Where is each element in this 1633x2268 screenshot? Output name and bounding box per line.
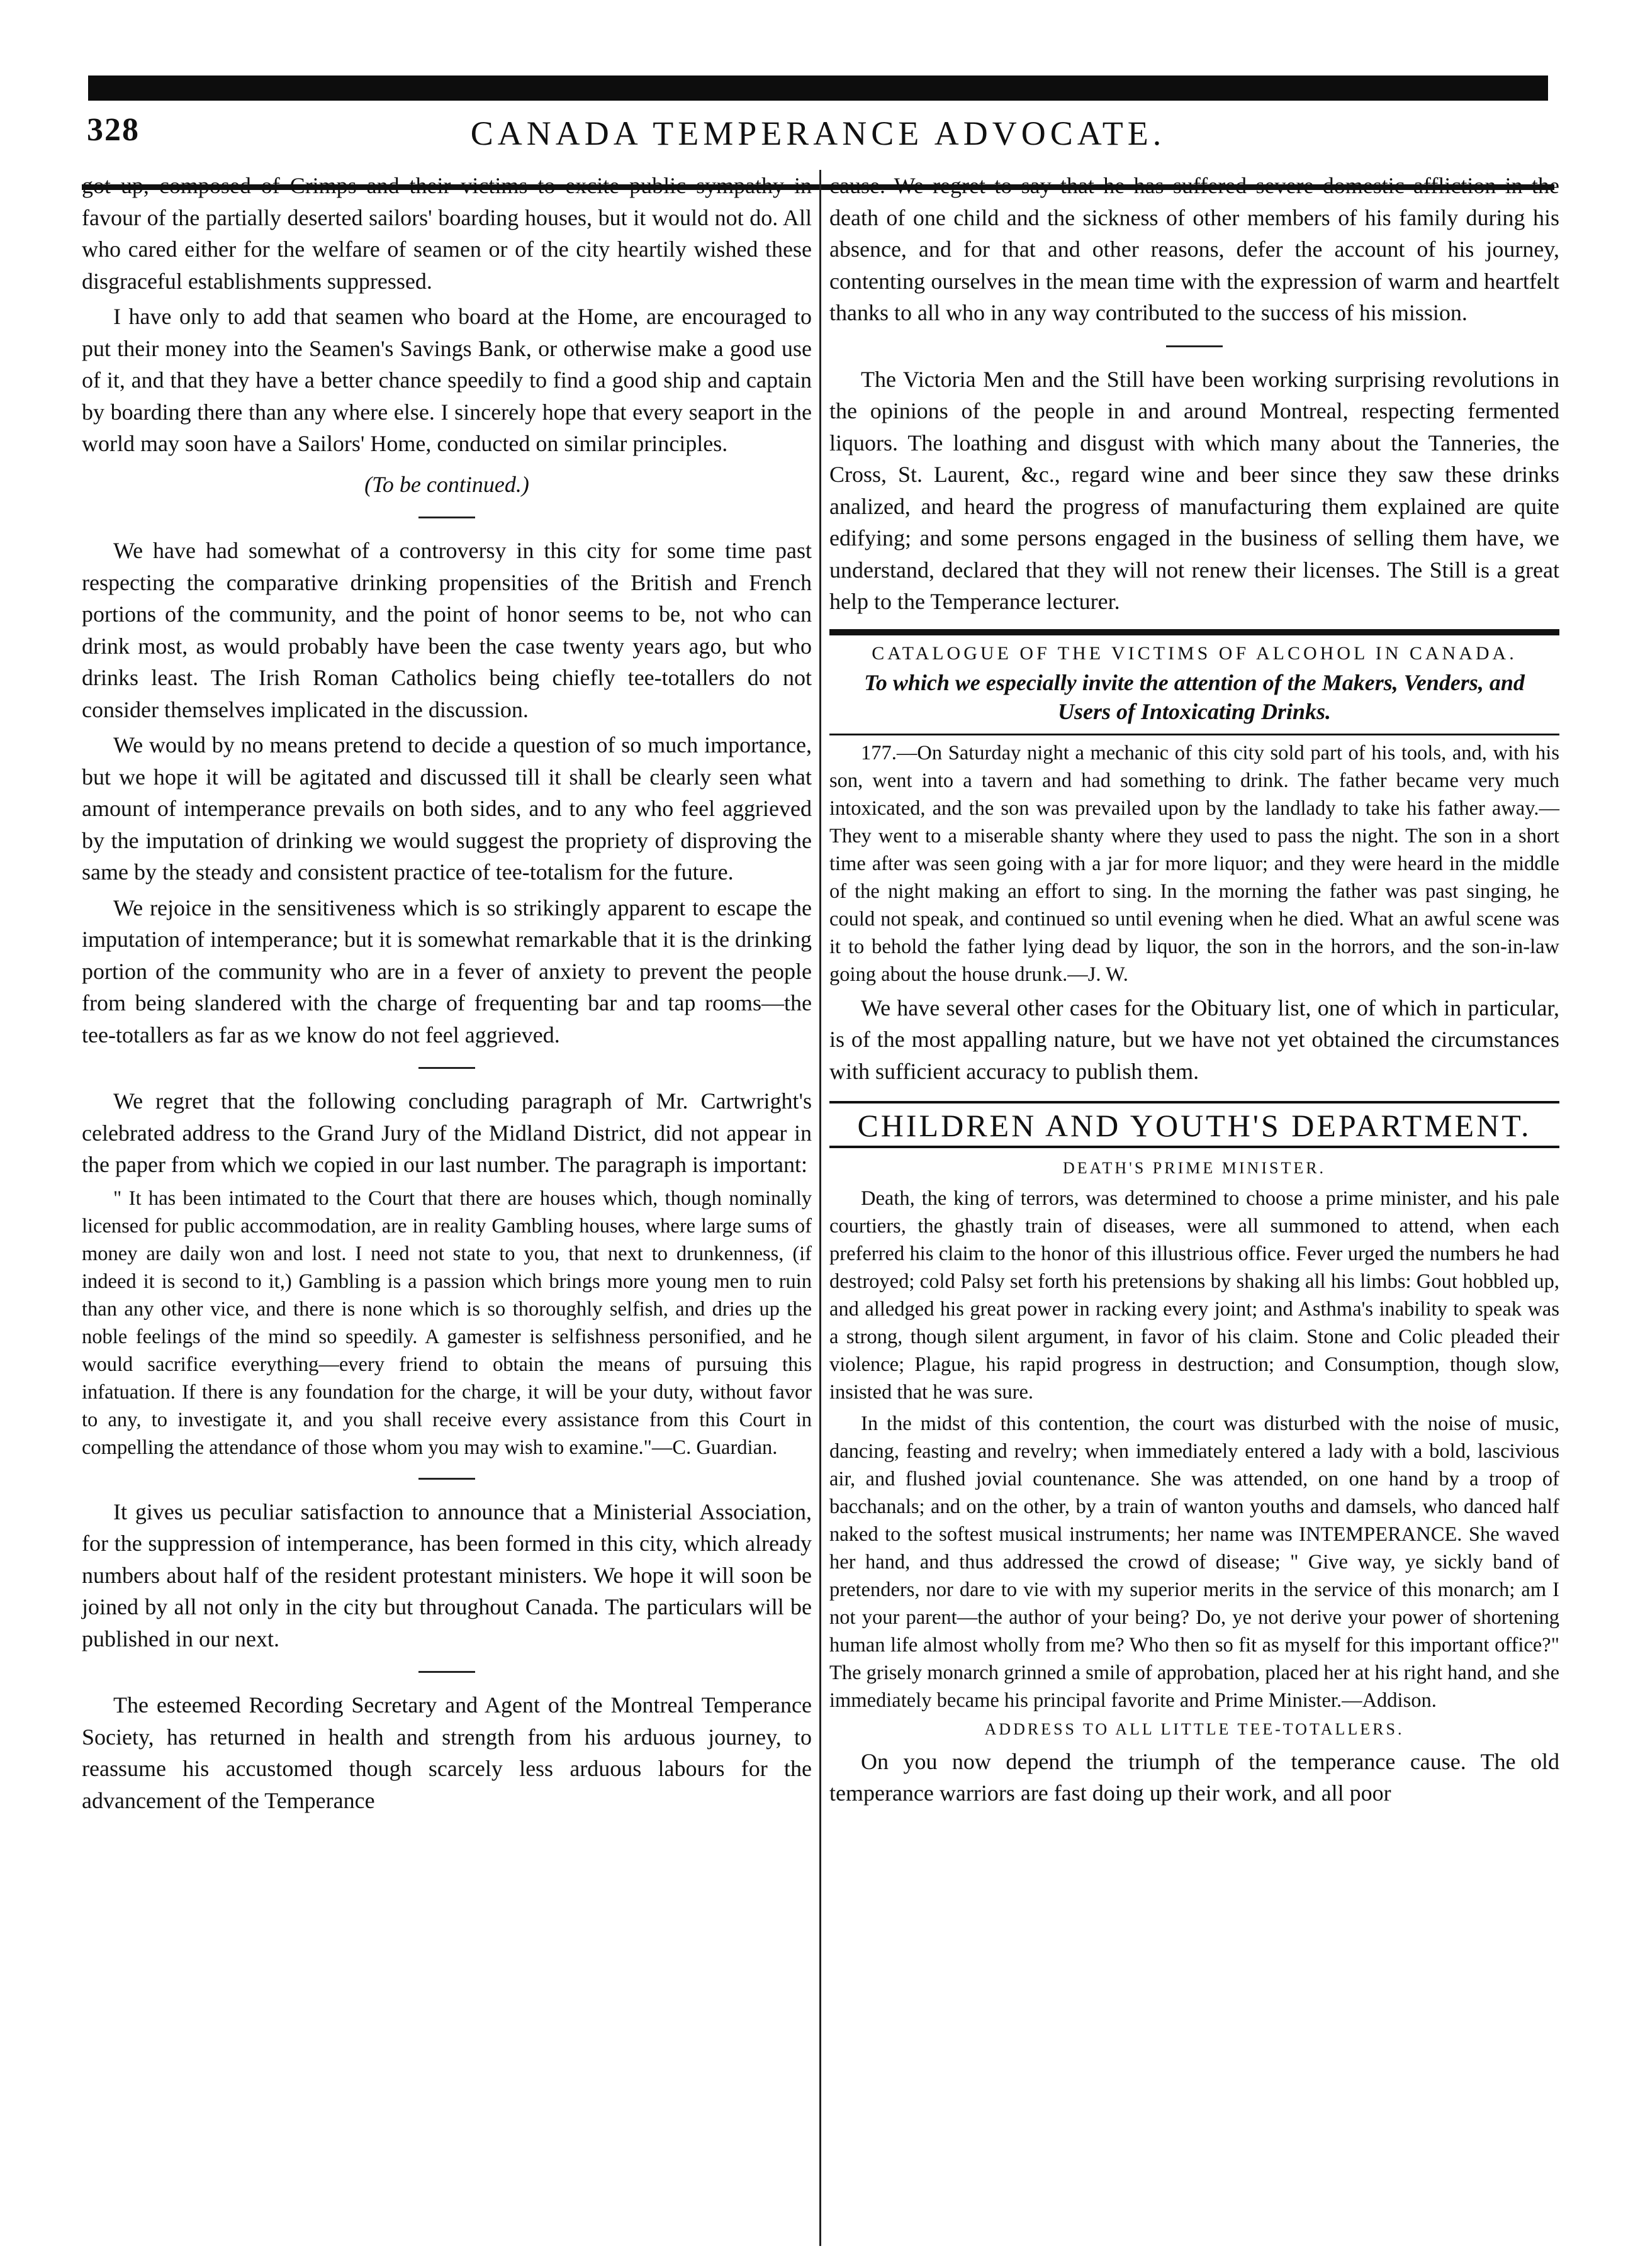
top-decorative-bar (88, 75, 1548, 101)
obituary-note-paragraph: We have several other cases for the Obituary list, one of which in particular, is of the most appalling nature, but we have not yet obtained the circumstances with sufficient accuracy to publish them. (829, 995, 1559, 1084)
cartwright-quote-paragraph: " It has been intimated to the Court that there are houses which, though nominally licensed for public accommodation, are in reality Gambling houses, where large sums of money are daily won and lost. I need not state to you, that next to drunkenness, (if indeed it is second to it,) Gambling is a passion which brings more young men to ruin than any other vice, and there is none which is so thoroughly selfish, and dries up the noble feelings of the mind so speedily. A gamester is selfishness personified, and he would sacrifice everything—every friend to obtain the means of pursuing this infatuation. If there is any foundation for the charge, it will be your duty, without favor to any, to investigate it, and you shall receive every assistance from this Court in compelling the attendance of those whom you may wish to examine."—C. Guardian. (82, 1187, 812, 1459)
death-prime-minister-paragraph-1: Death, the king of terrors, was determined to choose a prime minister, and his pale courtiers, the ghastly train of diseases, were all summoned to attend, when each preferred his claim to the honor of this illustrious office. Fever urged the numbers he had destroyed; cold Palsy set forth his pretensions by shaking all his limbs: Gout hobbled up, and alledged his great power in racking every joint; and Asthma's inability to speak was a strong, though silent argument, in favor of his claim. Stone and Colic pleaded their violence; Plague, his rapid progress in destruction; and Consumption, though slow, insisted that he was sure. (829, 1187, 1559, 1404)
separator-rule (1166, 345, 1223, 347)
victoria-men-paragraph: The Victoria Men and the Still have been working surprising revolutions in the opinions of the people in and around Montreal, respecting fermented liquors. The loathing and disgust with which many about the Tanneries, the Cross, St. Laurent, &c., regard wine and beer since they saw these drinks analized, and heard the progress of manufacturing them explained are quite edifying; and some persons engaged in the business of selling them have, we understand, declared that they will not renew their licenses. The Still is a great help to the Temperance lecturer. (829, 366, 1559, 614)
separator-rule (418, 1067, 475, 1069)
page-number: 328 (87, 112, 140, 148)
controversy-paragraph-2: We would by no means pretend to decide a question of so much importance, but we hope it will be agitated and discussed till it shall be clearly seen what amount of intemperance prevails on both sides, and to any who feel aggrieved by the imputation of drinking we would suggest the propriety of disproving the same by the steady and consistent practice of tee-totalism for the future. (82, 732, 812, 885)
article-title-address-tee-totallers: ADDRESS TO ALL LITTLE TEE-TOTALLERS. (984, 1719, 1405, 1738)
controversy-paragraph-1: We have had somewhat of a controversy in this city for some time past respecting the comparative drinking propensities of the British and French portions of the community, and the point of honor seems to be, not who can drink most, as would probably have been the case twenty years ago, but who drinks least. The Irish Roman Catholics being chiefly tee-totallers do not consider themselves implicated in the discussion. (82, 538, 812, 722)
separator-rule (418, 1478, 475, 1480)
department-heading: CHILDREN AND YOUTH'S DEPARTMENT. (829, 1101, 1559, 1148)
seamen-continued-paragraph-1: got up, composed of Crimps and their victims to excite public sympathy in favour of the partially deserted sailors' boarding houses, but it would not do. All who cared either for the welfare of seamen or of the city heartily wished these disgraceful establishments suppressed. (82, 173, 812, 294)
address-paragraph-1: On you now depend the triumph of the temperance cause. The old temperance warriors are fast doing up their work, and all poor (829, 1748, 1559, 1806)
separator-rule (418, 517, 475, 518)
right-column (829, 170, 1559, 1813)
section-heavy-rule (829, 629, 1559, 635)
section-thin-rule (829, 734, 1559, 735)
catalogue-subheading: To which we especially invite the attention of the Makers, Venders, and Users of Intoxicating Drinks. (864, 669, 1525, 724)
separator-rule (418, 1671, 475, 1673)
victim-case-177: 177.—On Saturday night a mechanic of this city sold part of his tools, and, with his son, went into a tavern and had something to drink. The father became very much intoxicated, and the son was prevailed upon by the landlady to take his father away.—They went to a miserable shanty where they used to pass the night. The son in a short time after was seen going with a jar for more liquor; and they were heard in the middle of the night making an effort to sing. In the morning the father was past singing, he could not speak, and continued so until evening when he died. What an awful scene was it to behold the father lying dead by liquor, the son in the horrors, and the son-in-law going about the house drunk.—J. W. (829, 741, 1559, 986)
recording-secretary-continued: cause. We regret to say that he has suffered severe domestic affliction in the death of one child and the sickness of other members of his family during his absence, and for that and other reasons, defer the account of his journey, contenting ourselves in the mean time with the expression of warm and heartfelt thanks to all who in any way contributed to the success of his mission. (829, 173, 1559, 325)
cartwright-intro-paragraph: We regret that the following concluding paragraph of Mr. Cartwright's celebrated address to the Grand Jury of the Midland District, did not appear in the paper from which we copied in our last number. The paragraph is important: (82, 1088, 812, 1177)
newspaper-page (82, 75, 1559, 2240)
to-be-continued-note: (To be continued.) (364, 471, 529, 497)
column-divider (819, 170, 821, 2246)
page-header (82, 110, 1554, 167)
running-title: CANADA TEMPERANCE ADVOCATE. (470, 115, 1166, 152)
catalogue-heading: CATALOGUE OF THE VICTIMS OF ALCOHOL IN CANADA. (872, 642, 1517, 664)
left-column (82, 170, 812, 1820)
controversy-paragraph-3: We rejoice in the sensitiveness which is so strikingly apparent to escape the imputation of intemperance; but it is somewhat remarkable that it is the drinking portion of the community who are in a fever of anxiety to prevent the people from being slandered with the charge of frequenting bar and tap rooms—the tee-totallers as far as we know do not feel aggrieved. (82, 895, 812, 1047)
ministerial-association-paragraph: It gives us peculiar satisfaction to announce that a Ministerial Association, for the suppression of intemperance, has been formed in this city, which already numbers about half of the resident protestant ministers. We hope it will soon be joined by all not only in the city but throughout Canada. The particulars will be published in our next. (82, 1499, 812, 1651)
seamen-continued-paragraph-2: I have only to add that seamen who board at the Home, are encouraged to put their money into the Seamen's Savings Bank, or otherwise make a good use of it, and that they have a better chance speedily to find a good ship and captain by boarding there than any where else. I sincerely hope that every seaport in the world may soon have a Sailors' Home, conducted on similar principles. (82, 304, 812, 456)
article-title-death-prime-minister: DEATH'S PRIME MINISTER. (1062, 1158, 1327, 1177)
recording-secretary-paragraph: The esteemed Recording Secretary and Agent of the Montreal Temperance Society, has returned in health and strength from his arduous journey, to reassume his accustomed though scarcely less arduous labours for the advancement of the Temperance (82, 1692, 812, 1813)
death-prime-minister-paragraph-2: In the midst of this contention, the court was disturbed with the noise of music, dancing, feasting and revelry; when immediately entered a lady with a bold, lascivious air, and flushed jovial countenance. She was attended, on one hand by a troop of bacchanals; and on the other, by a train of wanton youths and damsels, who danced half naked to the softest musical instruments; her name was INTEMPERANCE. She waved her hand, and thus addressed the crowd of disease; " Give way, ye sickly band of pretenders, nor dare to vie with my superior merits in the service of this monarch; am I not your parent—the author of your being? Do, ye not derive your power of shortening human life almost wholly from me? Who then so fit as myself for this important office?" The grisely monarch grinned a smile of approbation, placed her at his right hand, and she immediately became his principal favorite and Prime Minister.—Addison. (829, 1412, 1559, 1712)
